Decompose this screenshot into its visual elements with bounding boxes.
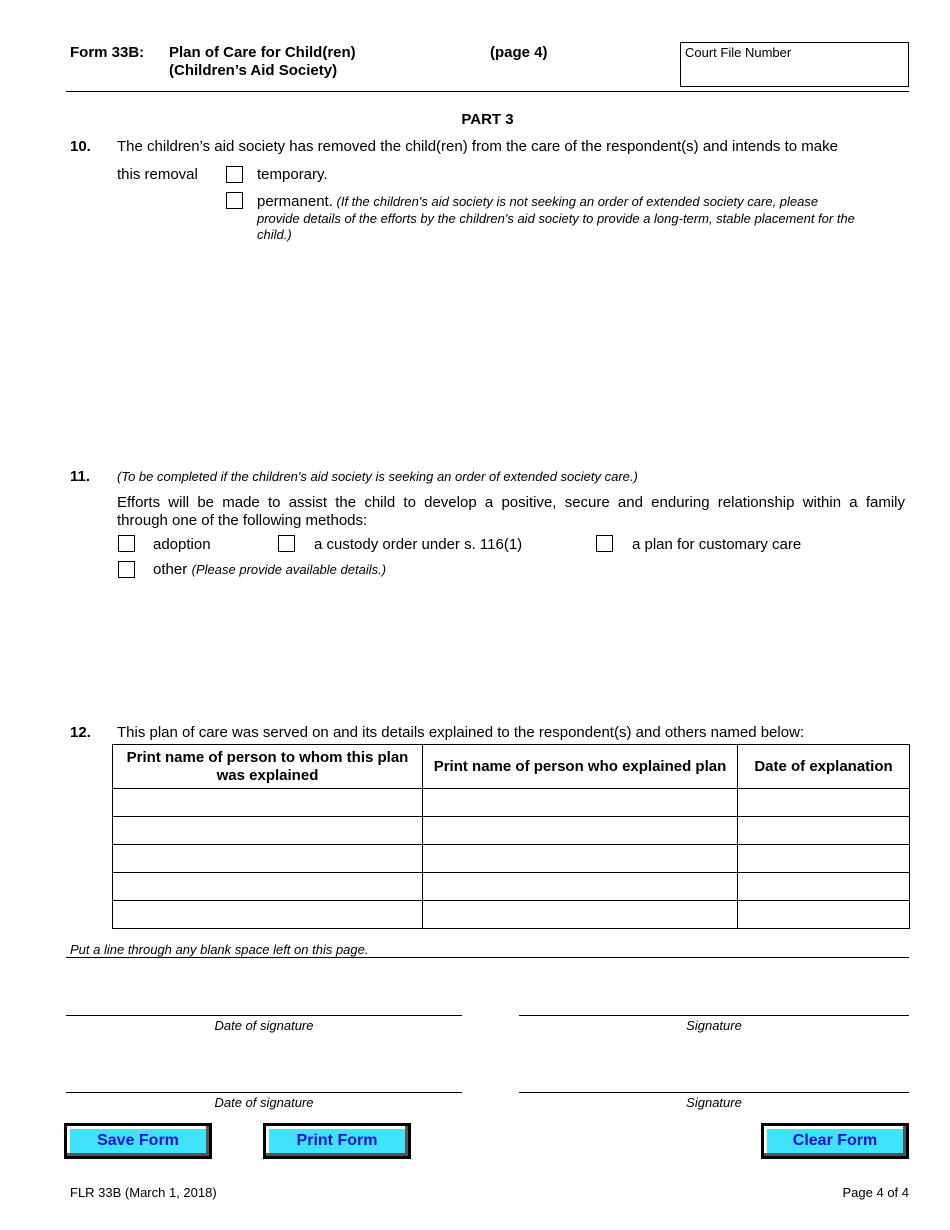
clear-form-button[interactable]: Clear Form <box>761 1123 909 1159</box>
date-signature-label-2: Date of signature <box>214 1095 314 1110</box>
form-title-line1: Plan of Care for Child(ren) <box>169 44 356 61</box>
adoption-label: adoption <box>153 536 211 553</box>
court-file-number-label: Court File Number <box>685 45 792 60</box>
q12-number: 12. <box>70 724 91 741</box>
other-checkbox[interactable] <box>118 561 135 578</box>
table-row <box>113 873 910 901</box>
page-label: (page 4) <box>490 44 548 61</box>
footer-page-number: Page 4 of 4 <box>842 1185 909 1200</box>
custody-order-checkbox[interactable] <box>278 535 295 552</box>
col-header-date: Date of explanation <box>738 745 910 789</box>
permanent-details-area[interactable] <box>257 248 907 448</box>
q11-text <box>117 494 905 530</box>
signature-label-1: Signature <box>686 1018 742 1033</box>
table-cell[interactable] <box>423 873 738 901</box>
table-cell[interactable] <box>113 817 423 845</box>
q10-number: 10. <box>70 138 91 155</box>
q11-text-l1: Efforts will be made to assist the child to develop a positive, secure and enduring relationship within a family <box>117 494 905 511</box>
q10-lead: this removal <box>117 166 198 183</box>
signature-line-1[interactable] <box>519 1015 909 1016</box>
form-title-line2: (Children’s Aid Society) <box>169 62 338 79</box>
table-cell[interactable] <box>113 789 423 817</box>
served-table-header <box>113 745 910 789</box>
table-cell[interactable] <box>423 845 738 873</box>
signature-line-2[interactable] <box>519 1092 909 1093</box>
save-form-button[interactable]: Save Form <box>64 1123 212 1159</box>
table-cell[interactable] <box>738 789 910 817</box>
temporary-label: temporary. <box>257 166 328 183</box>
print-form-button[interactable]: Print Form <box>263 1123 411 1159</box>
customary-care-label: a plan for customary care <box>632 536 802 553</box>
served-table <box>112 744 910 929</box>
blank-space-note: Put a line through any blank space left on this page. <box>70 942 369 957</box>
table-cell[interactable] <box>738 845 910 873</box>
table-row <box>113 817 910 845</box>
q12-text: This plan of care was served on and its details explained to the respondent(s) and others named below: <box>117 724 805 741</box>
table-cell[interactable] <box>113 845 423 873</box>
table-cell[interactable] <box>423 789 738 817</box>
q10-text: The children’s aid society has removed the child(ren) from the care of the respondent(s) and intends to make <box>117 138 838 155</box>
q11-note: (To be completed if the children's aid society is seeking an order of extended society care.) <box>117 469 638 484</box>
signature-label-2: Signature <box>686 1095 742 1110</box>
customary-care-checkbox[interactable] <box>596 535 613 552</box>
temporary-checkbox[interactable] <box>226 166 243 183</box>
blank-space-divider <box>66 957 909 958</box>
table-row <box>113 845 910 873</box>
permanent-checkbox[interactable] <box>226 192 243 209</box>
court-file-number-field[interactable] <box>680 42 909 87</box>
other-details-area[interactable] <box>153 585 903 715</box>
table-cell[interactable] <box>423 901 738 929</box>
table-cell[interactable] <box>738 873 910 901</box>
adoption-checkbox[interactable] <box>118 535 135 552</box>
permanent-label: permanent. <box>257 193 333 210</box>
table-cell[interactable] <box>738 901 910 929</box>
date-signature-label-1: Date of signature <box>214 1018 314 1033</box>
q11-text-l2: through one of the following methods: <box>117 512 368 529</box>
table-cell[interactable] <box>113 873 423 901</box>
col-header-explained-by: Print name of person who explained plan <box>423 745 738 789</box>
q11-number: 11. <box>70 468 91 485</box>
table-cell[interactable] <box>113 901 423 929</box>
permanent-note-l3: child.) <box>257 227 292 242</box>
part-title: PART 3 <box>461 111 514 128</box>
table-row <box>113 901 910 929</box>
header-divider <box>66 91 909 92</box>
permanent-note-l2: provide details of the efforts by the children's aid society to provide a long-term, stable placement for the <box>257 211 855 226</box>
table-cell[interactable] <box>738 817 910 845</box>
footer-form-id: FLR 33B (March 1, 2018) <box>70 1185 217 1200</box>
permanent-label-block <box>257 193 907 243</box>
date-signature-line-2[interactable] <box>66 1092 462 1093</box>
table-row <box>113 789 910 817</box>
form-number: Form 33B: <box>70 44 145 61</box>
col-header-explained-to: Print name of person to whom this plan was explained <box>113 745 423 789</box>
custody-order-label: a custody order under s. 116(1) <box>314 536 523 553</box>
other-label-block <box>153 561 386 579</box>
permanent-note-l1: (If the children's aid society is not seeking an order of extended society care, please <box>336 194 819 209</box>
other-label: other <box>153 561 188 578</box>
other-note: (Please provide available details.) <box>191 562 387 577</box>
table-cell[interactable] <box>423 817 738 845</box>
date-signature-line-1[interactable] <box>66 1015 462 1016</box>
